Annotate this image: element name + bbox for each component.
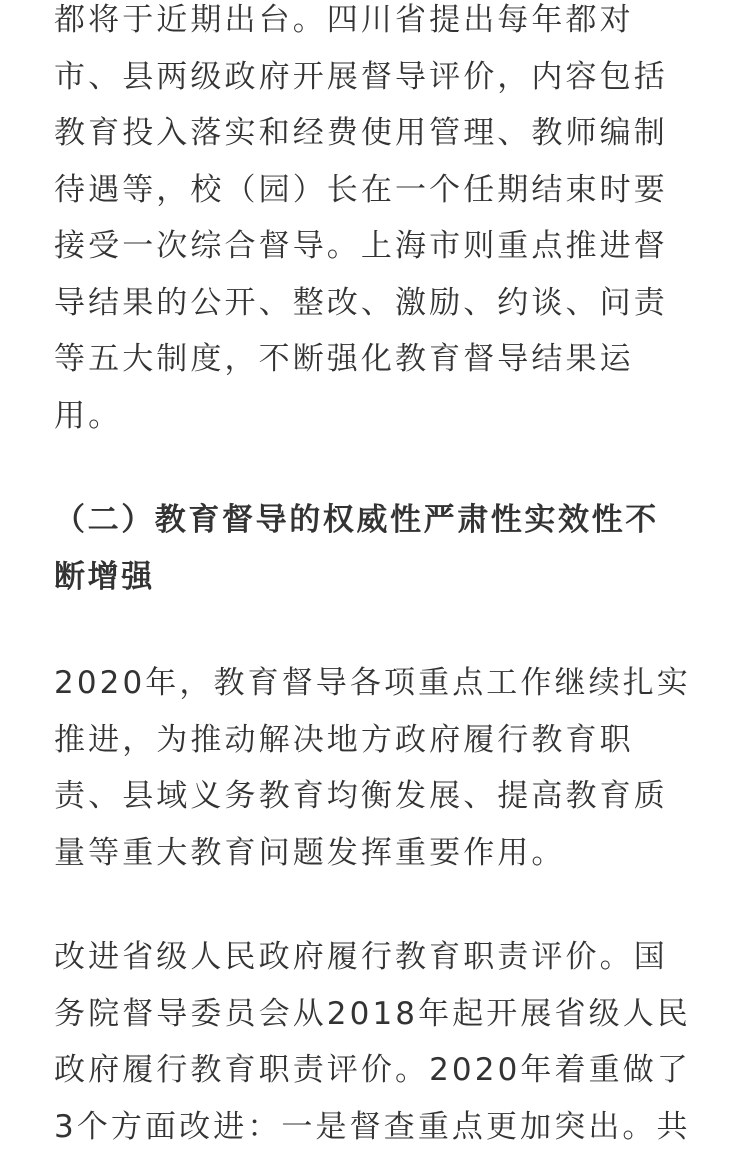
text-line: 责、县域义务教育均衡发展、提高教育质 — [54, 778, 668, 814]
text-line: 务院督导委员会从2018年起开展省级人民 — [54, 995, 691, 1032]
paragraph-2020-progress — [54, 655, 696, 881]
text-line: 待遇等，校（园）长在一个任期结束时要 — [54, 171, 668, 208]
text-line: 推进，为推动解决地方政府履行教育职 — [54, 721, 634, 758]
paragraph-provincial-evaluation — [54, 929, 696, 1155]
heading-line: 断增强 — [54, 558, 155, 595]
text-line: 2020年，教育督导各项重点工作继续扎实 — [54, 665, 691, 701]
text-line: 教育投入落实和经费使用管理、教师编制 — [54, 115, 668, 151]
text-line: 用。 — [54, 397, 123, 434]
text-line: 改进省级人民政府履行教育职责评价。国 — [54, 939, 668, 975]
text-line: 都将于近期出台。四川省提出每年都对 — [54, 2, 634, 38]
text-line: 量等重大教育问题发挥重要作用。 — [54, 834, 566, 871]
text-line: 接受一次综合督导。上海市则重点推进督 — [54, 228, 668, 264]
paragraph-provincial-measures — [54, 0, 696, 444]
text-line: 市、县两级政府开展督导评价，内容包括 — [54, 58, 668, 95]
text-line: 政府履行教育职责评价。2020年着重做了 — [54, 1052, 691, 1088]
section-heading — [54, 492, 696, 605]
text-line: 等五大制度，不断强化教育督导结果运 — [54, 341, 634, 377]
text-line: 导结果的公开、整改、激励、约谈、问责 — [54, 284, 668, 321]
article-body — [54, 0, 696, 1155]
heading-line: （二）教育督导的权威性严肃性实效性不 — [54, 502, 659, 538]
text-line: 3个方面改进：一是督查重点更加突出。共 — [54, 1108, 691, 1145]
